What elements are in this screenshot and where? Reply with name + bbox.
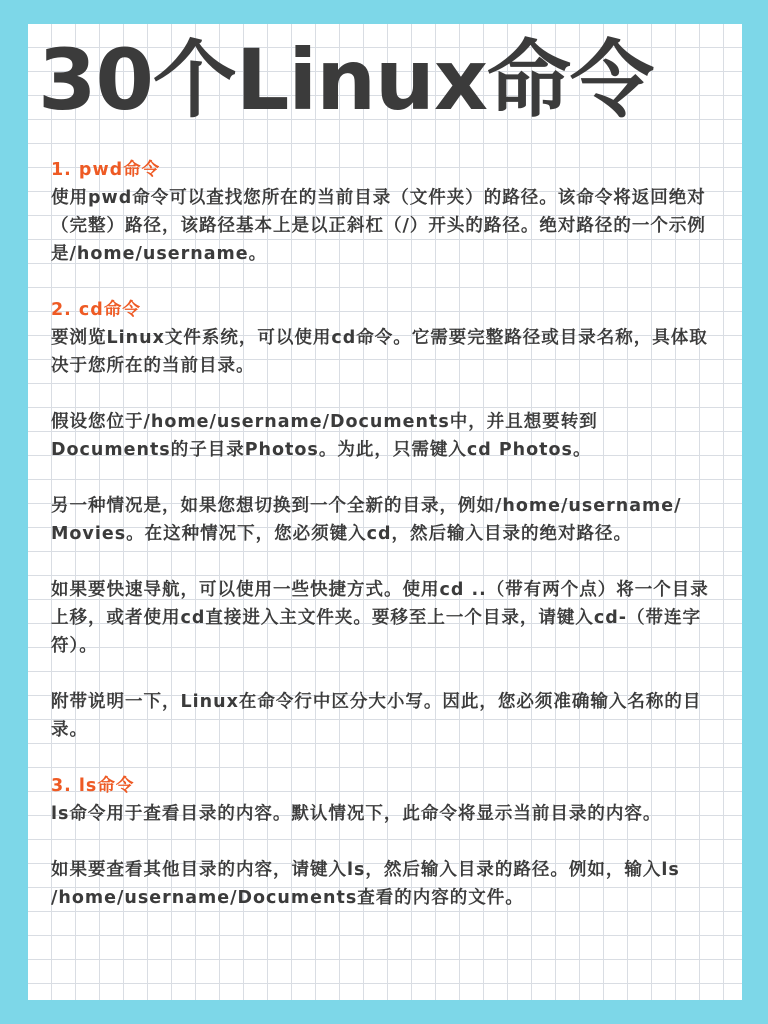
paragraph: 如果要快速导航，可以使用一些快捷方式。使用cd ..（带有两个点）将一个目录上移，或者使用cd直接进入主文件夹。要移至上一个目录，请键入cd-（带连字符）。 (51, 580, 709, 656)
section-ls (51, 772, 711, 912)
paragraph: 要浏览Linux文件系统，可以使用cd命令。它需要完整路径或目录名称，具体取决于您所在的当前目录。 (51, 328, 708, 376)
page-title: 30个Linux命令 (38, 31, 653, 129)
section-heading: 2. cd命令 (51, 300, 141, 320)
paragraph: 假设您位于/home/username/Documents中，并且想要转到Documents的子目录Photos。为此，只需键入cd Photos。 (51, 412, 598, 460)
paragraph: ls命令用于查看目录的内容。默认情况下，此命令将显示当前目录的内容。 (51, 804, 662, 824)
section-heading: 3. ls命令 (51, 776, 135, 796)
section-heading: 1. pwd命令 (51, 160, 161, 180)
paragraph: 另一种情况是，如果您想切换到一个全新的目录，例如/home/username/ Movies。在这种情况下，您必须键入cd，然后输入目录的绝对路径。 (51, 496, 682, 544)
section-cd (51, 296, 711, 744)
paragraph: 使用pwd命令可以查找您所在的当前目录（文件夹）的路径。该命令将返回绝对（完整）路径，该路径基本上是以正斜杠（/）开头的路径。绝对路径的一个示例是/home/username。 (51, 188, 706, 264)
article-body (51, 156, 711, 912)
section-pwd (51, 156, 711, 268)
paragraph: 如果要查看其他目录的内容，请键入ls，然后输入目录的路径。例如，输入ls /home/username/Documents查看的内容的文件。 (51, 860, 680, 908)
grid-paper-sheet (28, 24, 742, 1000)
paragraph: 附带说明一下，Linux在命令行中区分大小写。因此，您必须准确输入名称的目录。 (51, 692, 702, 740)
